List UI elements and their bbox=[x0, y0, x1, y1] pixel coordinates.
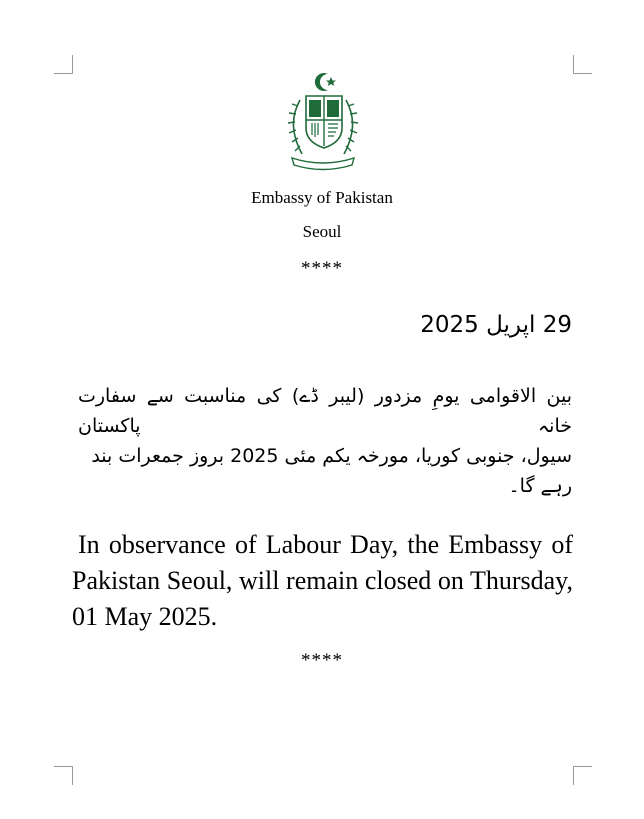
page-corner-mark-top-right bbox=[573, 55, 592, 74]
urdu-notice-line-2: سیول، جنوبی کوریا، مورخہ یکم مئی 2025 بروز جمعرات بند رہے گا۔ bbox=[91, 445, 572, 497]
urdu-notice-line-1: بین الاقوامی یومِ مزدور (لیبر ڈے) کی مناسبت سے سفارت خانہ پاکستان bbox=[78, 385, 572, 437]
embassy-city: Seoul bbox=[302, 222, 342, 241]
english-notice: In observance of Labour Day, the Embassy of Pakistan Seoul, will remain closed on Thursday, 01 May 2025. bbox=[72, 530, 573, 631]
page-corner-mark-bottom-left bbox=[54, 766, 73, 785]
separator-top: **** bbox=[301, 258, 343, 279]
page-corner-mark-bottom-right bbox=[573, 766, 592, 785]
page-corner-mark-top-left bbox=[54, 55, 73, 74]
urdu-date: 29 اپریل 2025 bbox=[420, 312, 572, 338]
state-emblem-icon bbox=[276, 70, 370, 176]
separator-bottom: **** bbox=[301, 650, 343, 671]
embassy-name: Embassy of Pakistan bbox=[251, 188, 393, 207]
